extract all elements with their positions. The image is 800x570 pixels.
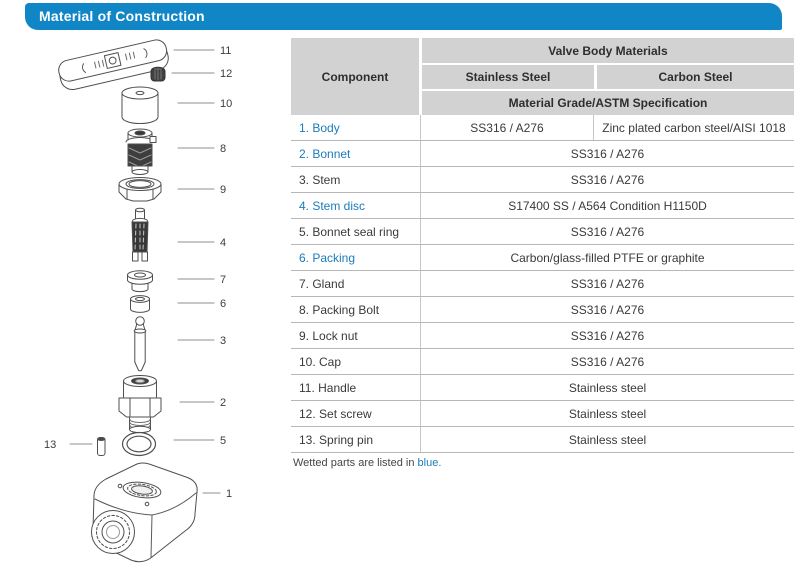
material-cell: SS316 / A276 bbox=[570, 354, 645, 369]
carbon-steel-cell: Zinc plated carbon steel/AISI 1018 bbox=[602, 120, 786, 135]
material-cell: Stainless steel bbox=[568, 406, 647, 421]
table-body bbox=[291, 115, 794, 453]
material-cell: S17400 SS / A564 Condition H1150D bbox=[508, 198, 707, 213]
material-cell: SS316 / A276 bbox=[570, 328, 645, 343]
bonnet-drawing bbox=[119, 376, 161, 433]
table-row bbox=[291, 271, 794, 297]
header-valve-body-materials: Valve Body Materials bbox=[422, 38, 794, 63]
component-cell: 12. Set screw bbox=[291, 401, 421, 426]
table-row bbox=[291, 297, 794, 323]
component-cell: 5. Bonnet seal ring bbox=[291, 219, 421, 244]
part-label-11 bbox=[174, 45, 231, 57]
table-row bbox=[291, 219, 794, 245]
table-row bbox=[291, 245, 794, 271]
stem-disc-drawing bbox=[132, 208, 148, 261]
stem-drawing bbox=[134, 317, 146, 371]
table-row bbox=[291, 141, 794, 167]
handle-drawing bbox=[57, 38, 171, 92]
table-row bbox=[291, 323, 794, 349]
material-cell: Carbon/glass-filled PTFE or graphite bbox=[510, 250, 705, 265]
component-cell: 11. Handle bbox=[291, 375, 421, 400]
part-number: 2 bbox=[220, 397, 227, 409]
material-cell: SS316 / A276 bbox=[570, 224, 645, 239]
table-row bbox=[291, 401, 794, 427]
header-carbon-steel: Carbon Steel bbox=[597, 65, 794, 89]
part-label-6 bbox=[178, 298, 226, 310]
part-label-13 bbox=[44, 439, 92, 451]
bonnet-seal-ring-drawing bbox=[123, 433, 156, 456]
table-row bbox=[291, 349, 794, 375]
part-number: 1 bbox=[226, 488, 233, 500]
packing-bolt-drawing bbox=[126, 129, 156, 175]
set-screw-drawing bbox=[151, 67, 165, 81]
wetted-parts-footnote bbox=[293, 457, 441, 469]
part-label-1 bbox=[203, 488, 232, 500]
material-cell: SS316 / A276 bbox=[570, 302, 645, 317]
part-label-3 bbox=[178, 335, 226, 347]
valve-body-drawing bbox=[92, 463, 198, 562]
page-title: Material of Construction bbox=[39, 8, 205, 24]
material-cell: SS316 / A276 bbox=[570, 276, 645, 291]
part-number: 4 bbox=[220, 237, 227, 249]
stainless-steel-cell: SS316 / A276 bbox=[421, 115, 594, 140]
cap-drawing bbox=[122, 87, 158, 124]
gland-drawing bbox=[128, 271, 153, 292]
component-cell: 8. Packing Bolt bbox=[291, 297, 421, 322]
component-cell: 1. Body bbox=[291, 115, 421, 140]
spring-pin-drawing bbox=[98, 438, 106, 456]
part-number: 5 bbox=[220, 435, 227, 447]
table-row bbox=[291, 115, 794, 141]
part-number: 12 bbox=[220, 68, 233, 80]
material-cell: Stainless steel bbox=[568, 432, 647, 447]
materials-table bbox=[291, 38, 794, 453]
table-row bbox=[291, 375, 794, 401]
part-number: 3 bbox=[220, 335, 227, 347]
table-row bbox=[291, 427, 794, 453]
packing-drawing bbox=[131, 296, 150, 313]
part-label-2 bbox=[180, 397, 226, 409]
component-cell: 4. Stem disc bbox=[291, 193, 421, 218]
part-label-7 bbox=[178, 274, 226, 286]
part-number: 13 bbox=[44, 439, 57, 451]
part-label-10 bbox=[178, 98, 232, 110]
component-cell: 6. Packing bbox=[291, 245, 421, 270]
component-cell: 13. Spring pin bbox=[291, 427, 421, 452]
header-component: Component bbox=[291, 38, 419, 115]
table-row bbox=[291, 193, 794, 219]
component-cell: 7. Gland bbox=[291, 271, 421, 296]
part-number: 6 bbox=[220, 298, 227, 310]
table-header bbox=[291, 38, 794, 115]
footnote-text: Wetted parts are listed in bbox=[293, 457, 418, 469]
component-cell: 3. Stem bbox=[291, 167, 421, 192]
part-number: 10 bbox=[220, 98, 233, 110]
component-cell: 9. Lock nut bbox=[291, 323, 421, 348]
material-cell: SS316 / A276 bbox=[570, 172, 645, 187]
material-cell: SS316 / A276 bbox=[570, 146, 645, 161]
part-label-4 bbox=[178, 237, 226, 249]
part-label-5 bbox=[174, 435, 226, 447]
part-number: 9 bbox=[220, 184, 227, 196]
valve-exploded-diagram bbox=[0, 0, 290, 570]
footnote-blue-word: blue. bbox=[417, 457, 442, 469]
component-cell: 10. Cap bbox=[291, 349, 421, 374]
part-label-9 bbox=[178, 184, 226, 196]
lock-nut-drawing bbox=[119, 178, 161, 202]
header-stainless-steel: Stainless Steel bbox=[422, 65, 594, 89]
component-cell: 2. Bonnet bbox=[291, 141, 421, 166]
table-row bbox=[291, 167, 794, 193]
header-material-grade-spec: Material Grade/ASTM Specification bbox=[422, 91, 794, 115]
material-cell: Stainless steel bbox=[568, 380, 647, 395]
part-number: 11 bbox=[220, 45, 232, 57]
part-label-8 bbox=[178, 143, 226, 155]
part-number: 8 bbox=[220, 143, 227, 155]
part-number: 7 bbox=[220, 274, 227, 286]
part-label-12 bbox=[172, 68, 232, 80]
